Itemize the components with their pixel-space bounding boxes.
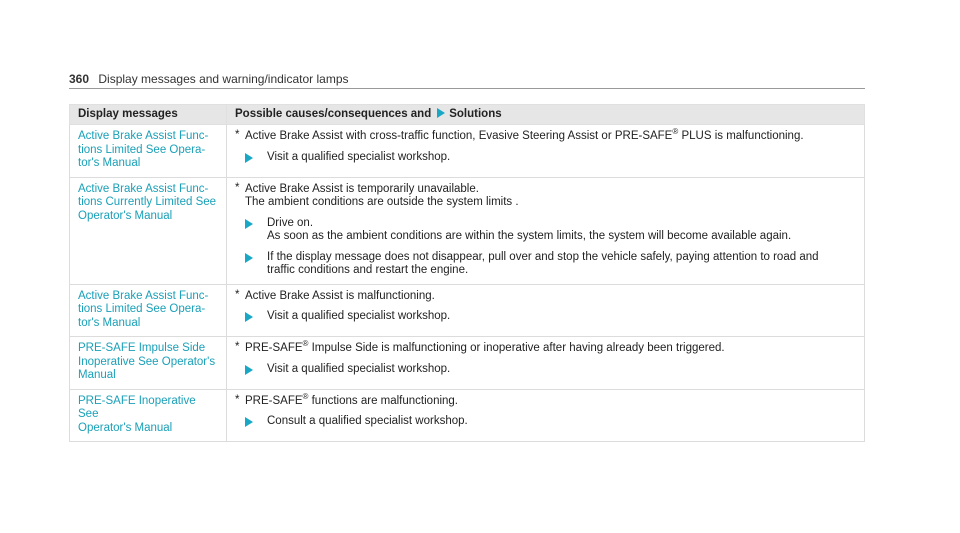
optional-equipment-star: * bbox=[235, 288, 240, 301]
table-row bbox=[70, 337, 865, 390]
solution-step-text: Drive on. As soon as the ambient conditions are within the system limits, the system will become available again. bbox=[267, 216, 792, 242]
solution-arrow-icon bbox=[245, 365, 253, 375]
solution-arrow-icon bbox=[245, 153, 253, 163]
solution-step bbox=[235, 251, 856, 278]
table-row bbox=[70, 125, 865, 178]
column-header-display-messages: Display messages bbox=[70, 105, 227, 125]
causes-header-label: Possible causes/consequences and bbox=[235, 108, 432, 120]
solution-arrow-icon bbox=[245, 253, 253, 263]
solutions-header-label: Solutions bbox=[449, 108, 502, 120]
page-title: Display messages and warning/indicator lamps bbox=[98, 72, 349, 86]
causes-solutions-cell bbox=[227, 389, 865, 442]
solution-arrow-icon bbox=[437, 108, 445, 118]
solution-step bbox=[235, 415, 856, 429]
cause-text bbox=[235, 391, 856, 409]
optional-equipment-star: * bbox=[235, 129, 240, 141]
cause-text bbox=[235, 127, 856, 144]
cause-text-main: Active Brake Assist is malfunctioning. bbox=[245, 289, 435, 302]
solution-step bbox=[235, 363, 856, 377]
cause-text-rest: functions are malfunctioning. bbox=[308, 394, 459, 407]
solution-arrow-icon bbox=[245, 417, 253, 427]
display-message[interactable]: Active Brake Assist Func- tions Limited See Opera- tor's Manual bbox=[70, 125, 227, 178]
solution-step-text: If the display message does not disappear, pull over and stop the vehicle safely, paying attention to road and traffic conditions and restart the engine. bbox=[267, 250, 819, 276]
header-divider bbox=[69, 88, 865, 89]
registered-mark: ® bbox=[302, 391, 309, 401]
page-header bbox=[69, 72, 861, 86]
column-header-causes bbox=[227, 105, 865, 125]
cause-text-main: Active Brake Assist with cross-traffic function, Evasive Steering Assist or PRE-SAFE bbox=[245, 130, 673, 142]
causes-solutions-cell bbox=[227, 284, 865, 337]
cause-text-main: PRE-SAFE bbox=[245, 394, 303, 407]
causes-solutions-cell bbox=[227, 337, 865, 390]
table-header-row bbox=[70, 105, 865, 125]
solution-step bbox=[235, 310, 856, 324]
cause-text bbox=[235, 290, 856, 304]
optional-equipment-star: * bbox=[235, 181, 240, 194]
registered-mark: ® bbox=[672, 127, 679, 137]
solution-step-text: Visit a qualified specialist workshop. bbox=[267, 362, 451, 375]
solution-arrow-icon bbox=[245, 312, 253, 322]
causes-solutions-cell bbox=[227, 125, 865, 178]
cause-note: The ambient conditions are outside the system limits . bbox=[245, 196, 519, 208]
solution-arrow-icon bbox=[245, 219, 253, 229]
solution-step bbox=[235, 151, 856, 165]
cause-text bbox=[235, 339, 856, 356]
cause-text-main: PRE-SAFE bbox=[245, 342, 303, 354]
solution-step-text: Visit a qualified specialist workshop. bbox=[267, 310, 451, 322]
page-number: 360 bbox=[69, 72, 90, 86]
table-row bbox=[70, 284, 865, 337]
display-message[interactable]: Active Brake Assist Func- tions Limited See Opera- tor's Manual bbox=[70, 284, 227, 337]
optional-equipment-star: * bbox=[235, 341, 240, 353]
display-message[interactable]: PRE-SAFE Inoperative See Operator's Manual bbox=[70, 389, 227, 442]
solution-step-text: Visit a qualified specialist workshop. bbox=[267, 150, 451, 163]
cause-text-rest: PLUS is malfunctioning. bbox=[678, 130, 804, 142]
solution-step bbox=[235, 217, 856, 244]
cause-text-main: Active Brake Assist is temporarily unavailable. bbox=[245, 182, 479, 195]
table-row bbox=[70, 177, 865, 284]
display-messages-table bbox=[69, 104, 865, 442]
solution-step-text: Consult a qualified specialist workshop. bbox=[267, 415, 468, 427]
display-message[interactable]: Active Brake Assist Func- tions Currently Limited See Operator's Manual bbox=[70, 177, 227, 284]
cause-text bbox=[235, 183, 856, 210]
registered-mark: ® bbox=[302, 339, 309, 349]
display-message[interactable]: PRE-SAFE Impulse Side Inoperative See Operator's Manual bbox=[70, 337, 227, 390]
causes-solutions-cell bbox=[227, 177, 865, 284]
optional-equipment-star: * bbox=[235, 393, 240, 406]
cause-text-rest: Impulse Side is malfunctioning or inoperative after having already been triggered. bbox=[308, 342, 725, 354]
table-row bbox=[70, 389, 865, 442]
